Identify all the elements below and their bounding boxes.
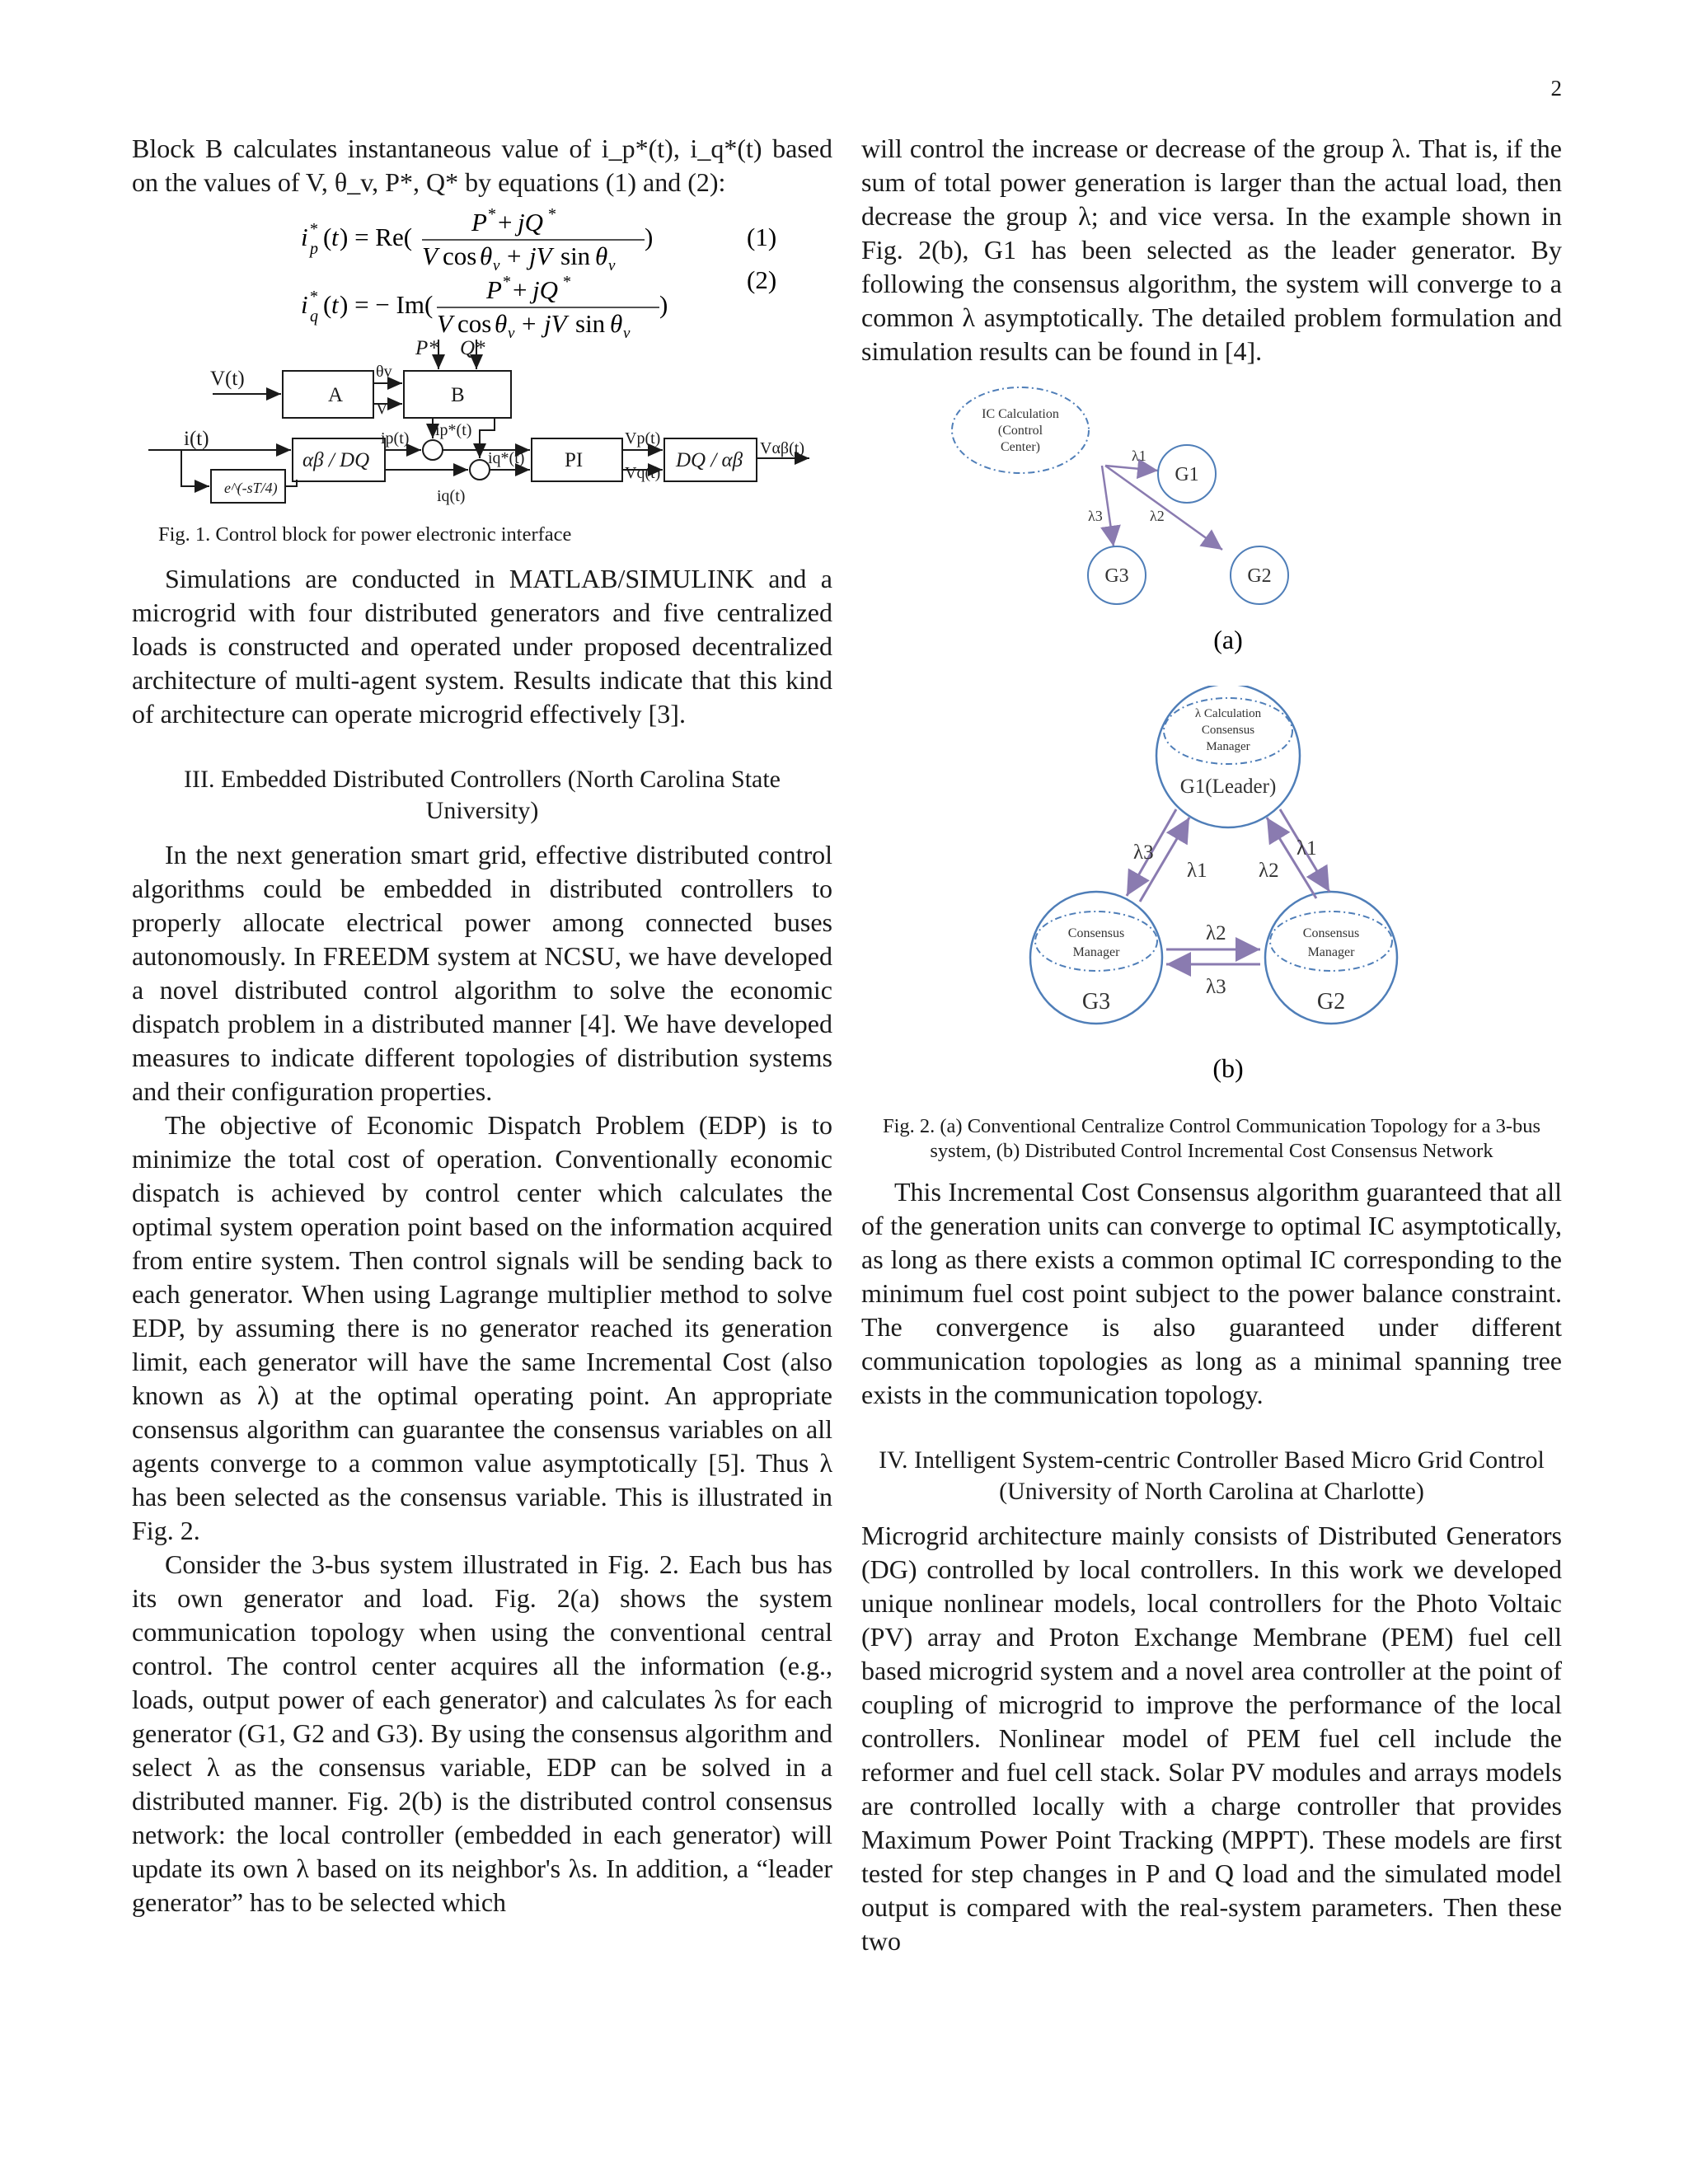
equation-1-number: (1) bbox=[747, 223, 777, 251]
label-delay: e^(-sT/4) bbox=[224, 480, 278, 496]
lambda1-label-b-left: λ1 bbox=[1187, 860, 1207, 882]
svg-text:v: v bbox=[608, 257, 616, 270]
control-center-line3: Center) bbox=[1001, 440, 1040, 454]
label-iq-star: iq*(t) bbox=[488, 449, 525, 467]
svg-text:): ) bbox=[645, 223, 654, 251]
svg-text:i: i bbox=[301, 223, 308, 251]
lambda2-label-b-bottom: λ2 bbox=[1206, 922, 1226, 944]
g2-manager-line2: Manager bbox=[1307, 945, 1355, 959]
lambda3-label-a: λ3 bbox=[1088, 508, 1103, 524]
figure-2b-diagram bbox=[861, 686, 1562, 1106]
svg-text:+: + bbox=[498, 208, 513, 237]
svg-text:v: v bbox=[508, 325, 515, 338]
equation-2 bbox=[132, 270, 832, 338]
ic-consensus-paragraph: This Incremental Cost Consensus algorithm guaranteed that all of the generation units can converge to optimal IC asymptotically, as long as there exists a common optimal IC corresponding to the minimum fuel cost point subject to the power balance constraint. The convergence is also guaranteed under different communication topologies as long as a minimal spanning tree exists in the communication topology. bbox=[861, 1177, 1562, 1409]
svg-text:sin: sin bbox=[560, 241, 591, 270]
lambda1-label-a: λ1 bbox=[1132, 448, 1146, 464]
figure-2b bbox=[861, 686, 1562, 1106]
svg-text:V: V bbox=[437, 309, 452, 338]
g3-label-b: G3 bbox=[1081, 989, 1111, 1015]
left-column bbox=[132, 132, 832, 1919]
sum-junction-q bbox=[470, 460, 490, 480]
svg-text:) = Re(: ) = Re( bbox=[340, 223, 413, 251]
svg-text:θ: θ bbox=[595, 241, 608, 270]
label-iq: iq(t) bbox=[437, 487, 466, 505]
equation-2-graphic bbox=[132, 270, 832, 338]
leader-line2: Consensus bbox=[1201, 724, 1255, 737]
label-ip-star: ip*(t) bbox=[435, 421, 472, 439]
section-3-paragraph-3: Consider the 3-bus system illustrated in Fig. 2. Each bus has its own generator and load. Fig. 2(a) shows the system communication topology when using the conventional central control. The control center acquires all the information (e.g., loads, output power of each generator) and calculates λs for each generator (G1, G2 and G3). By using the consensus algorithm and select λ as the consensus variable, EDP can be solved in a distributed manner. Fig. 2(b) is the distributed control consensus network: the local controller (embedded in each generator) will update its own λ based on its neighbor's λs. In addition, a “leader generator” has to be selected which bbox=[132, 1549, 832, 1917]
svg-text:*: * bbox=[488, 205, 496, 223]
figure-1-diagram bbox=[132, 338, 832, 511]
g2-manager-ellipse bbox=[1270, 912, 1392, 971]
svg-text:*: * bbox=[548, 205, 556, 223]
label-v-small: V bbox=[376, 400, 388, 418]
intro-paragraph: Block B calculates instantaneous value of i_p*(t), i_q*(t) based on the values of V, θ_v, P*, Q* by equations (1) and (2): bbox=[132, 134, 832, 197]
label-v-out: Vαβ(t) bbox=[760, 439, 804, 457]
label-block-a: A bbox=[328, 384, 344, 406]
equation-1-graphic bbox=[132, 203, 832, 270]
right-column bbox=[861, 132, 1562, 1958]
label-ip: ip(t) bbox=[381, 429, 410, 448]
label-p-star: P* bbox=[415, 338, 438, 359]
svg-text:t: t bbox=[331, 223, 339, 251]
svg-text:cos: cos bbox=[457, 309, 492, 338]
svg-text:jV: jV bbox=[544, 309, 567, 338]
figure-2b-label: (b) bbox=[1212, 1053, 1244, 1083]
page-number: 2 bbox=[1550, 76, 1562, 101]
simulation-paragraph: Simulations are conducted in MATLAB/SIMULINK and a microgrid with four distributed generators and five centralized loads is constructed and operated under proposed decentralized architecture of multi-agent system. Results indicate that this kind of architecture can operate microgrid effectively [3]. bbox=[132, 564, 832, 729]
svg-text:(: ( bbox=[323, 223, 332, 251]
figure-2a-label: (a) bbox=[1213, 625, 1243, 654]
figure-2a bbox=[861, 385, 1562, 686]
control-center-line2: (Control bbox=[997, 424, 1043, 438]
svg-text:+: + bbox=[522, 309, 537, 338]
label-pi: PI bbox=[565, 449, 584, 471]
equation-1 bbox=[132, 203, 832, 270]
svg-text:sin: sin bbox=[575, 309, 606, 338]
svg-text:jQ: jQ bbox=[518, 208, 543, 237]
figure-1 bbox=[132, 338, 832, 511]
svg-text:+: + bbox=[513, 275, 528, 304]
g3-manager-line1: Consensus bbox=[1067, 926, 1125, 940]
section-3-heading: III. Embedded Distributed Controllers (North Carolina State University) bbox=[184, 766, 781, 824]
section-4-heading: IV. Intelligent System-centric Controller Based Micro Grid Control (University of North Carolina at Charlotte) bbox=[879, 1446, 1545, 1505]
label-i-in: i(t) bbox=[184, 428, 209, 450]
section-3-paragraph-1: In the next generation smart grid, effective distributed control algorithms could be embedded in distributed controllers to properly allocate electrical power among connected buses autonomously. In FREEDM system at NCSU, we have developed a novel distributed control algorithm to solve the economic dispatch problem in a distributed manner [4]. We have developed measures to indicate different topologies of distribution systems and their configuration properties. bbox=[132, 840, 832, 1106]
label-v-in: V(t) bbox=[210, 368, 245, 390]
svg-text:P: P bbox=[471, 208, 487, 237]
svg-text:v: v bbox=[623, 325, 631, 338]
figure-2a-diagram bbox=[861, 385, 1562, 686]
lambda2-label-b-right: λ2 bbox=[1259, 860, 1279, 882]
svg-text:*: * bbox=[310, 288, 318, 306]
section-4-paragraph: Microgrid architecture mainly consists of Distributed Generators (DG) controlled by local controllers. In this work we developed unique nonlinear models, local controllers for the Photo Voltaic (PV) array and Proton Exchange Membrane (PEM) fuel cell based microgrid system and a novel area controller at the point of coupling of microgrid to improve the performance of the local controllers. Nonlinear model of PEM fuel cell include the reformer and fuel cell stack. Solar PV modules and arrays models are controlled locally with a charge controller that provides Maximum Power Point Tracking (MPPT). These models are first tested for step changes in P and Q load and the simulated model output is compared with the real-system parameters. Then these two bbox=[861, 1521, 1562, 1956]
label-q-star: Q* bbox=[460, 338, 485, 359]
svg-text:q: q bbox=[310, 307, 318, 326]
svg-text:jV: jV bbox=[529, 241, 552, 270]
svg-text:θ: θ bbox=[480, 241, 493, 270]
svg-text:*: * bbox=[503, 273, 511, 291]
g3-manager-line2: Manager bbox=[1072, 945, 1120, 959]
svg-text:t: t bbox=[331, 290, 339, 319]
g3-manager-ellipse bbox=[1035, 912, 1157, 971]
label-vp: Vp(t) bbox=[625, 429, 661, 448]
svg-text:jQ: jQ bbox=[532, 275, 558, 304]
leader-line1: λ Calculation bbox=[1194, 707, 1262, 720]
leader-name: G1(Leader) bbox=[1179, 776, 1277, 798]
svg-text:cos: cos bbox=[443, 241, 477, 270]
sum-junction-p bbox=[423, 440, 443, 460]
label-theta-v: θv bbox=[376, 363, 392, 381]
g2-manager-line1: Consensus bbox=[1302, 926, 1360, 940]
svg-text:p: p bbox=[310, 240, 318, 258]
svg-text:*: * bbox=[563, 273, 571, 291]
svg-text:v: v bbox=[493, 257, 500, 270]
lambda3-label-b-left: λ3 bbox=[1133, 841, 1154, 864]
lambda3-label-b-bottom: λ3 bbox=[1206, 976, 1226, 998]
g1-label-a: G1 bbox=[1175, 464, 1199, 485]
svg-text:i: i bbox=[301, 290, 308, 319]
label-ab-dq: αβ / DQ bbox=[302, 449, 370, 471]
lambda1-label-b-right: λ1 bbox=[1296, 837, 1317, 860]
continued-paragraph: will control the increase or decrease of the group λ. That is, if the sum of total power generation is larger than the actual load, then decrease the group λ; and vice versa. In the example shown in Fig. 2(b), G1 has been selected as the leader generator. By following the consensus algorithm, the system will converge to a common λ asymptotically. The detailed problem formulation and simulation results can be found in [4]. bbox=[861, 134, 1563, 366]
lambda2-label-a: λ2 bbox=[1150, 508, 1165, 524]
g2-label-b: G2 bbox=[1316, 989, 1346, 1015]
svg-text:θ: θ bbox=[610, 309, 623, 338]
equation-2-number: (2) bbox=[747, 270, 777, 294]
label-dq-ab: DQ / αβ bbox=[676, 449, 743, 471]
svg-text:(: ( bbox=[323, 290, 332, 319]
label-vq: Vq(t) bbox=[625, 464, 661, 482]
svg-text:V: V bbox=[422, 241, 438, 270]
svg-text:*: * bbox=[310, 220, 318, 238]
label-block-b: B bbox=[451, 384, 465, 406]
svg-text:θ: θ bbox=[495, 309, 508, 338]
figure-2-caption: Fig. 2. (a) Conventional Centralize Control Communication Topology for a 3-bus system, (b) Distributed Control Incremental Cost Consensus Network bbox=[882, 1115, 1541, 1162]
figure-1-caption: Fig. 1. Control block for power electronic interface bbox=[158, 523, 572, 546]
g2-label-a: G2 bbox=[1247, 565, 1272, 587]
g3-label-a: G3 bbox=[1104, 565, 1129, 587]
svg-text:): ) bbox=[659, 290, 668, 319]
svg-text:P: P bbox=[486, 275, 502, 304]
control-center-line1: IC Calculation bbox=[982, 407, 1059, 421]
svg-text:) = − Im(: ) = − Im( bbox=[340, 290, 434, 319]
section-3-paragraph-2: The objective of Economic Dispatch Problem (EDP) is to minimize the total cost of operation. Conventionally economic dispatch is achieved by control center which calculates the optimal system operation point based on the information acquired from entire system. Then control signals will be sending back to each generator. When using Lagrange multiplier method to solve EDP, by assuming there is no generator reached its generation limit, each generator will have the same Incremental Cost (also known as λ) at the optimal operating point. An appropriate consensus algorithm can guarantee the consensus variables on all agents converge to a common value asymptotically [5]. Thus λ has been selected as the consensus variable. This is illustrated in Fig. 2. bbox=[132, 1110, 832, 1545]
leader-line3: Manager bbox=[1206, 740, 1250, 753]
svg-text:+: + bbox=[507, 241, 522, 270]
